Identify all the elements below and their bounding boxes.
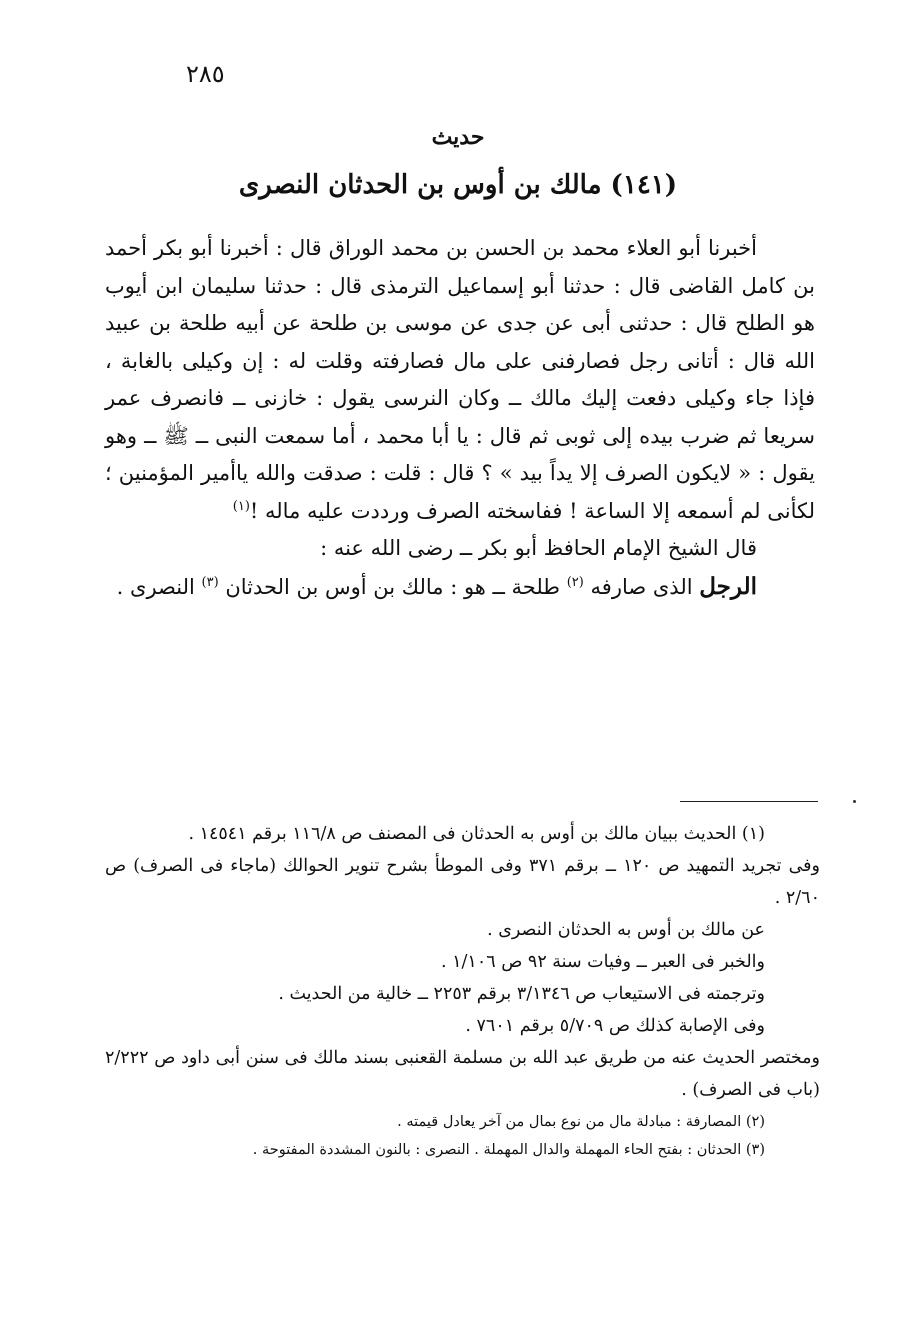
margin-dot (853, 800, 856, 803)
narrator-line: قال الشيخ الإمام الحافظ أبو بكر ــ رضى الله عنه : (320, 536, 757, 560)
main-text (105, 230, 815, 606)
conclusion-text-2: طلحة ــ هو : مالك بن أوس بن الحدثان (225, 574, 561, 599)
footnote-1-line-4: والخبر فى العبر ــ وفيات سنة ٩٢ ص ١/١٠٦ . (440, 952, 765, 972)
footnote-ref-1: (١) (232, 498, 250, 514)
section-heading: حديث (431, 124, 485, 150)
footnote-1-line-6: وفى الإصابة كذلك ص ٥/٧٠٩ برقم ٧٦٠١ . (465, 1016, 765, 1036)
conclusion-text-3: النصرى . (116, 574, 195, 599)
conclusion-bold-word: الرجل (699, 572, 757, 600)
footnote-1-line-5: وترجمته فى الاستيعاب ص ٣/١٣٤٦ برقم ٢٢٥٣ ــ خالية من الحديث . (278, 984, 765, 1004)
footnote-ref-3: (٣) (201, 574, 219, 590)
footnote-1-line-7: ومختصر الحديث عنه من طريق عبد الله بن مسلمة القعنبى بسند مالك فى سنن أبى داود ص ٢/٢٢٢ (باب فى الصرف) . (105, 1048, 820, 1100)
hadith-title: (١٤١) مالك بن أوس بن الحدثان النصرى (238, 170, 678, 200)
hadith-text: أخبرنا أبو العلاء محمد بن الحسن بن محمد الوراق قال : أخبرنا أبو بكر أحمد بن كامل القاضى قال : حدثنا أبو إسماعيل الترمذى قال : حدثنا سليمان ابن أيوب هو الطلح قال : حدثنى أبى عن جدى عن موسى بن طلحة عن أبيه طلحة بن عبيد الله قال : أتانى رجل فصارفنى على مال فصارفته وقلت له : إن وكيلى بالغابة ، فإذا جاء وكيلى دفعت إليك مالك ــ وكان النرسى يقول : خازنى ــ فانصرف عمر سريعا ثم ضرب بيده إلى ثوبى ثم قال : يا أبا محمد ، أما سمعت النبى ــ ﷺ ــ وهو يقول : « لايكون الصرف إلا يداً بيد » ؟ قال : قلت : صدقت والله ياأمير المؤمنين ؛ لكأنى لم أسمعه إلا الساعة ! ففاسخته الصرف ورددت عليه ماله ! (105, 236, 815, 523)
footnotes (105, 818, 820, 1164)
footnote-1-line-1: (١) الحديث ببيان مالك بن أوس به الحدثان فى المصنف ص ١١٦/٨ برقم ١٤٥٤١ . (188, 824, 765, 844)
footnote-ref-2: (٢) (566, 574, 584, 590)
footnote-1-line-3: عن مالك بن أوس به الحدثان النصرى . (487, 920, 765, 940)
conclusion-text-1: الذى صارفه (590, 574, 693, 599)
footnote-3: (٣) الحدثان : بفتح الحاء المهملة والدال المهملة . النصرى : بالنون المشددة المفتوحة . (252, 1142, 765, 1158)
footnote-1-line-2: وفى تجريد التمهيد ص ١٢٠ ــ برقم ٣٧١ وفى الموطأ بشرح تنوير الحوالك (ماجاء فى الصرف) ص ٢/٦٠ . (105, 856, 820, 908)
footnote-divider (680, 801, 818, 802)
footnote-2: (٢) المصارفة : مبادلة مال من نوع بمال من آخر يعادل قيمته . (397, 1114, 765, 1130)
page-number: ٢٨٥ (186, 60, 225, 88)
hadith-paragraph (105, 230, 815, 530)
conclusion-paragraph (105, 568, 815, 607)
